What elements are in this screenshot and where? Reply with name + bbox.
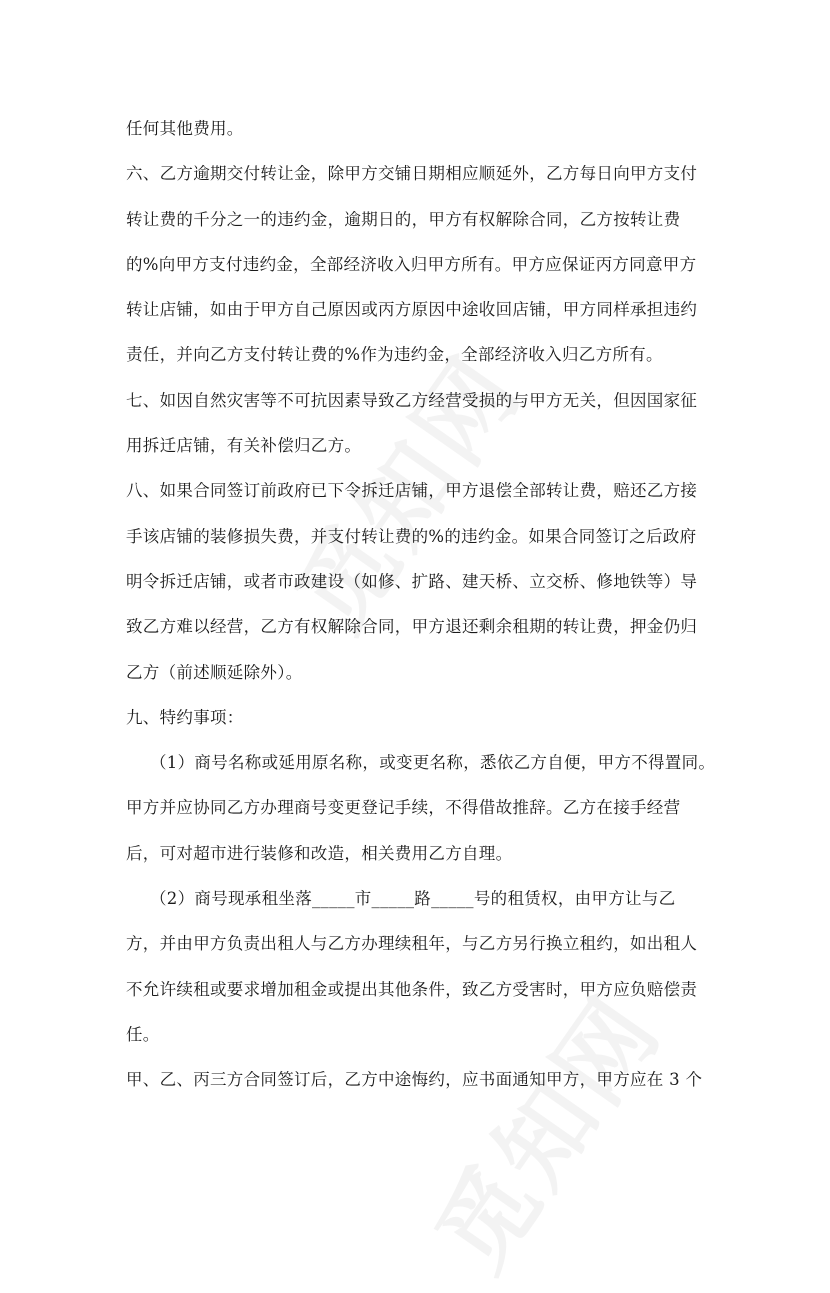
text-line: 甲、乙、丙三方合同签订后，乙方中途悔约，应书面通知甲方，甲方应在 3 个 xyxy=(126,1070,703,1090)
text-line: 任。 xyxy=(126,1024,160,1044)
text-line: 任何其他费用。 xyxy=(126,119,244,138)
clause-8-line: 八、如果合同签订前政府已下令拆迁店铺，甲方退偿全部转让费，赔还乙方接 xyxy=(126,481,698,501)
clause-9-heading: 九、特约事项： xyxy=(126,707,244,727)
text-line: 不允许续租或要求增加租金或提出其他条件，致乙方受害时，甲方应负赔偿责 xyxy=(126,979,698,999)
text-line: 转让费的千分之一的违约金，逾期日的，甲方有权解除合同，乙方按转让费 xyxy=(126,209,681,229)
text-line: 方，并由甲方负责出租人与乙方办理续租年，与乙方另行换立租约，如出租人 xyxy=(126,934,698,954)
document-body xyxy=(126,106,716,1103)
text-line: 的%向甲方支付违约金，全部经济收入归甲方所有。甲方应保证丙方同意甲方 xyxy=(126,254,697,274)
clause-6-line: 六、乙方逾期交付转让金，除甲方交铺日期相应顺延外，乙方每日向甲方支付 xyxy=(126,164,698,184)
text-line: 责任，并向乙方支付转让费的%作为违约金，全部经济收入归乙方所有。 xyxy=(126,345,663,365)
text-line: 手该店铺的装修损失费，并支付转让费的%的违约金。如果合同签订之后政府 xyxy=(126,526,697,546)
clause-7-line: 七、如因自然灾害等不可抗因素导致乙方经营受损的与甲方无关，但因国家征 xyxy=(126,390,698,410)
text-line: 乙方（前述顺延除外）。 xyxy=(126,662,303,682)
text-line: 用拆迁店铺，有关补偿归乙方。 xyxy=(126,436,362,456)
text-line: 甲方并应协同乙方办理商号变更登记手续，不得借故推辞。乙方在接手经营 xyxy=(126,798,681,818)
item-2-line: （2）商号现承租坐落_____市_____路_____号的租赁权，由甲方让与乙 xyxy=(150,889,676,909)
text-line: 后，可对超市进行装修和改造，相关费用乙方自理。 xyxy=(126,843,513,863)
text-line: 明令拆迁店铺，或者市政建设（如修、扩路、建天桥、立交桥、修地铁等）导 xyxy=(126,571,698,591)
item-1-line: （1）商号名称或延用原名称，或变更名称，悉依乙方自便，甲方不得置同。 xyxy=(150,753,716,773)
text-line: 致乙方难以经营，乙方有权解除合同，甲方退还剩余租期的转让费，押金仍归 xyxy=(126,617,698,637)
text-line: 转让店铺，如由于甲方自己原因或丙方原因中途收回店铺，甲方同样承担违约 xyxy=(126,300,698,320)
